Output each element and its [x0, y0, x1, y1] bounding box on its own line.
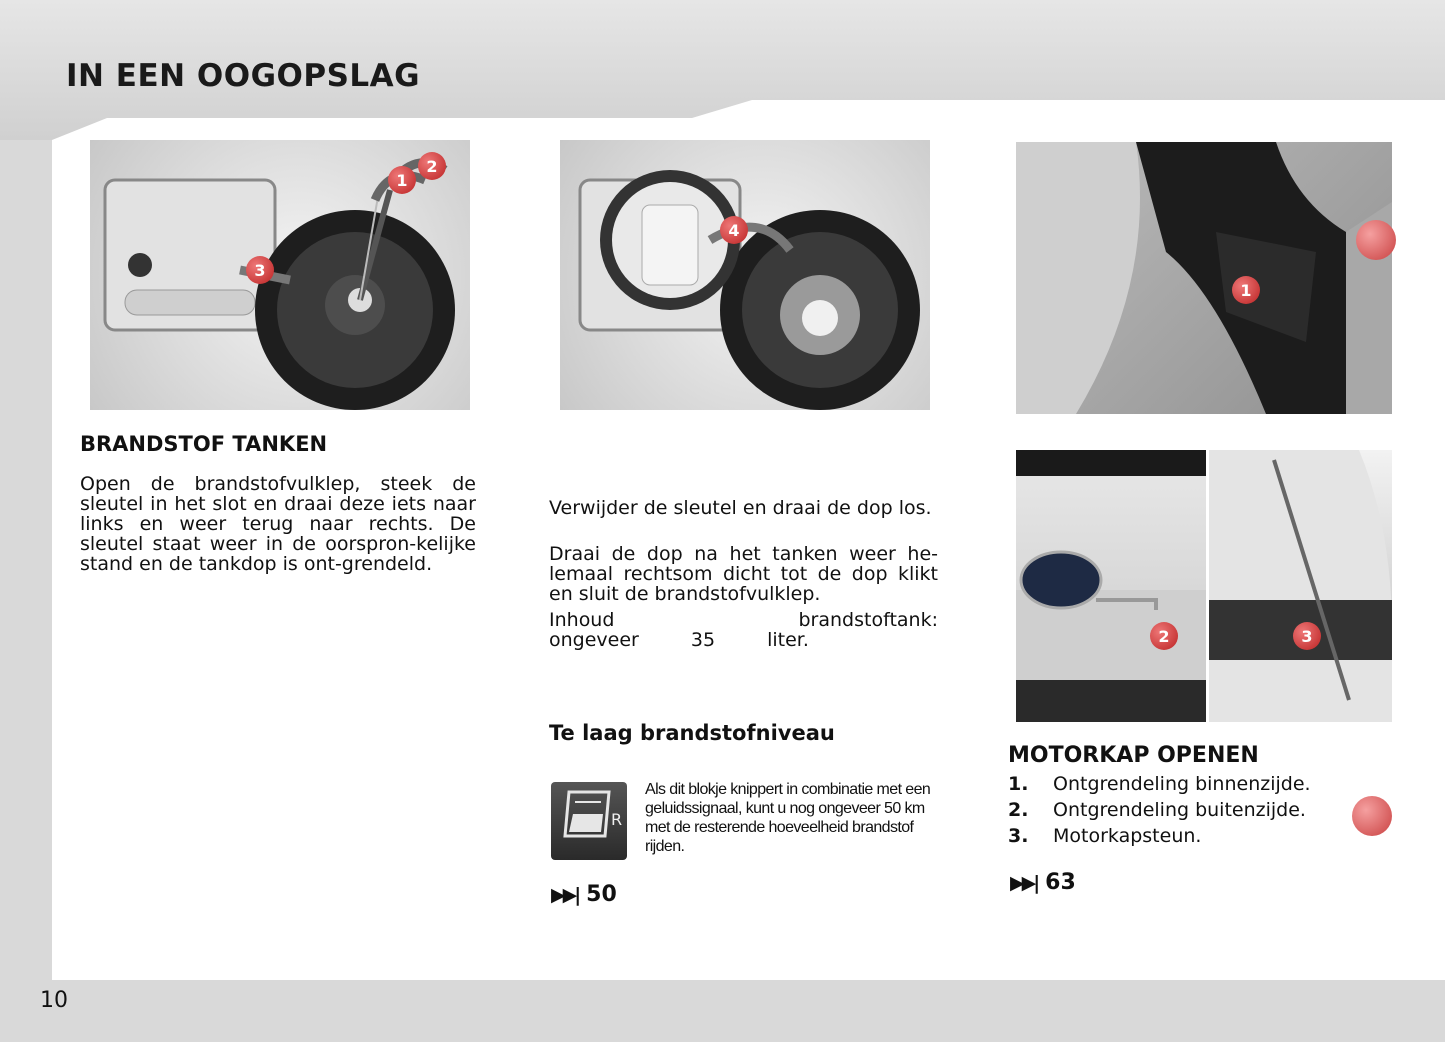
hood-heading: MOTORKAP OPENEN [1008, 743, 1259, 768]
fuel-paragraph: Open de brandstofvulklep, steek de sleutel in het slot en draai deze iets naar links en weer terug naar rechts. De sleutel staat weer in de oorspron-kelijke stand en de tankdop is ont-grendeld. [80, 473, 476, 575]
low-fuel-text: Als dit blokje knippert in combinatie met een geluidssignaal, kunt u nog ongeveer 50 km met de resterende hoeveelheid brandstof rijden. [645, 781, 931, 855]
callout-2: 2 [1150, 622, 1178, 650]
fuel-warning-icon [551, 782, 627, 860]
skip-forward-icon: ▶▶| [1010, 871, 1038, 894]
hood-release-inside-photo [1016, 142, 1392, 414]
hood-steps-list [1008, 771, 1311, 849]
low-fuel-heading: Te laag brandstofniveau [549, 721, 835, 745]
list-item: 3. Motorkapsteun. [1008, 825, 1202, 847]
callout-1: 1 [388, 166, 416, 194]
page-ref-63[interactable] [1010, 870, 1076, 895]
callout-3: 3 [1293, 622, 1321, 650]
list-item: 1. Ontgrendeling binnenzijde. [1008, 773, 1311, 795]
list-item: 2. Ontgrendeling buitenzijde. [1008, 799, 1306, 821]
page-title: IN EEN OOGOPSLAG [66, 58, 421, 94]
callout-3: 3 [246, 256, 274, 284]
hood-release-outside-photo [1016, 450, 1206, 722]
tab-marker-lower [1352, 796, 1392, 836]
page-number: 10 [40, 988, 68, 1013]
hood-prop-photo [1209, 450, 1392, 722]
cap-paragraph-1: Verwijder de sleutel en draai de dop los. [549, 497, 932, 519]
fuel-heading: BRANDSTOF TANKEN [80, 432, 328, 456]
callout-2: 2 [418, 152, 446, 180]
page-ref-50[interactable] [551, 882, 617, 907]
page-ref-number: 50 [586, 882, 617, 907]
callout-4: 4 [720, 216, 748, 244]
tab-marker-upper [1356, 220, 1396, 260]
fuel-cap-illustration [560, 140, 930, 410]
page-ref-number: 63 [1045, 870, 1076, 895]
callout-1: 1 [1232, 276, 1260, 304]
cap-paragraph-3: Inhoud brandstoftank: ongeveer 35 liter. [549, 609, 938, 651]
fuel-flap-key-illustration [90, 140, 470, 410]
cap-paragraph-2: Draai de dop na het tanken weer he-lemaal rechtsom dicht tot de dop klikt en sluit de brandstofvulklep. [549, 543, 938, 605]
fuel-warning-letter: R [611, 810, 623, 829]
skip-forward-icon: ▶▶| [551, 883, 579, 906]
